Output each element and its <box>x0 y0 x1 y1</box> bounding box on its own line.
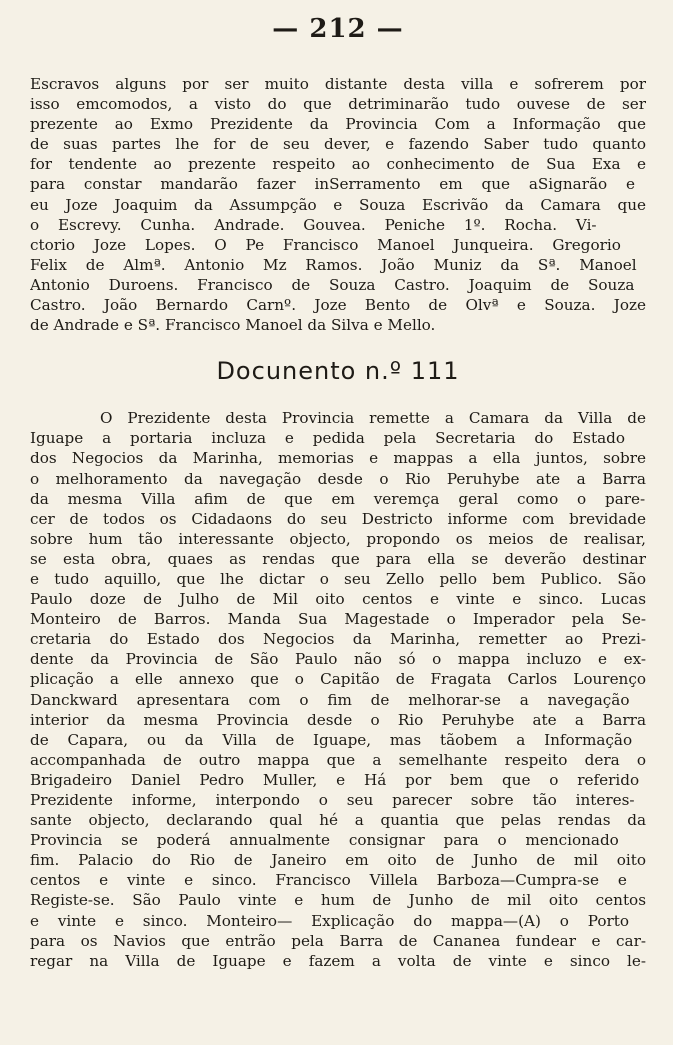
text-line: Danckward apresentara com o fim de melhorar-se a navegação <box>30 690 630 709</box>
text-line: Felix de Almª. Antonio Mz Ramos. João Muniz da Sª. Manoel <box>30 255 637 274</box>
text-line: para os Navios que entrão pela Barra de Cananea fundear e car- <box>30 931 646 950</box>
text-line: Antonio Duroens. Francisco de Souza Castro. Joaquim de Souza <box>30 275 635 294</box>
text-line: centos e vinte e sinco. Francisco Villela Barboza—Cumpra-se e <box>30 871 627 890</box>
text-line: Monteiro de Barros. Manda Sua Magestade o Imperador pela Se- <box>30 610 646 629</box>
text-line: o melhoramento da navegação desde o Rio Peruhybe ate a Barra <box>30 469 646 488</box>
text-line: dente da Provincia de São Paulo não só o mappa incluzo e ex- <box>30 650 646 669</box>
text-line: Paulo doze de Julho de Mil oito centos e vinte e sinco. Lucas <box>30 590 646 609</box>
text-line: Brigadeiro Daniel Pedro Muller, e Há por bem que o referido <box>30 770 640 789</box>
text-line: Iguape a portaria incluza e pedida pela Secretaria do Estado <box>30 429 625 448</box>
text-line: fim. Palacio do Rio de Janeiro em oito de Junho de mil oito <box>30 851 646 870</box>
text-line: Provincia se poderá annualmente consignar para o mencionado <box>30 831 619 850</box>
document-body <box>30 408 646 971</box>
text-line: e vinte e sinco. Monteiro— Explicação do mappa—(A) o Porto <box>30 911 629 930</box>
text-line: isso emcomodos, a visto do que detriminarão tudo ouvese de ser <box>30 95 646 114</box>
text-line: prezente ao Exmo Prezidente da Provincia Com a Informação que <box>30 115 646 134</box>
text-line: Registe-se. São Paulo vinte e hum de Junho de mil oito centos <box>30 891 646 910</box>
text-line: for tendente ao prezente respeito ao conhecimento de Sua Exa e <box>30 155 646 174</box>
text-line: de Andrade e Sª. Francisco Manoel da Silva e Mello. <box>30 316 436 335</box>
text-line: Escravos alguns por ser muito distante desta villa e sofrerem por <box>30 75 646 93</box>
text-line: se esta obra, quaes as rendas que para ella se deverão destinar <box>30 549 646 568</box>
text-line: Castro. João Bernardo Carnº. Joze Bento de Olvª e Souza. Joze <box>30 296 646 315</box>
text-line: da mesma Villa afim de que em veremça geral como o pare- <box>30 489 646 508</box>
text-line: cretaria do Estado dos Negocios da Marinha, remetter ao Prezi- <box>30 630 646 649</box>
text-line: O Prezidente desta Provincia remette a Camara da Villa de <box>100 409 646 428</box>
text-line: cer de todos os Cidadaons do seu Destricto informe com brevidade <box>30 509 646 528</box>
text-line: sante objecto, declarando qual hé a quantia que pelas rendas da <box>30 811 646 830</box>
text-line: o Escrevy. Cunha. Andrade. Gouvea. Peniche 1º. Rocha. Vi- <box>30 215 597 234</box>
text-line: Prezidente informe, interpondo o seu parecer sobre tão interes- <box>30 791 635 809</box>
text-line: eu Joze Joaquim da Assumpção e Souza Escrivão da Camara que <box>30 195 646 214</box>
intro-paragraph <box>30 74 646 335</box>
text-line: e tudo aquillo, que lhe dictar o seu Zello pello bem Publico. São <box>30 569 646 588</box>
document-heading: Docunento n.º 111 <box>216 357 460 386</box>
text-line: para constar mandarão fazer inSerramento em que aSignarão e <box>30 175 635 194</box>
text-line: regar na Villa de Iguape e fazem a volta de vinte e sinco le- <box>30 951 646 970</box>
text-line: de suas partes lhe for de seu dever, e fazendo Saber tudo quanto <box>30 135 646 154</box>
text-line: sobre hum tão interessante objecto, propondo os meios de realisar, <box>30 529 646 548</box>
text-line: de Capara, ou da Villa de Iguape, mas tãobem a Informação <box>30 730 633 749</box>
text-line: accompanhada de outro mappa que a semelhante respeito dera o <box>30 750 646 769</box>
text-line: ctorio Joze Lopes. O Pe Francisco Manoel Junqueira. Gregorio <box>30 235 621 254</box>
text-line: plicação a elle annexo que o Capitão de Fragata Carlos Lourenço <box>30 670 646 689</box>
page-number: — 212 — <box>272 14 404 44</box>
text-line: interior da mesma Provincia desde o Rio Peruhybe ate a Barra <box>30 710 646 729</box>
text-line: dos Negocios da Marinha, memorias e mappas a ella juntos, sobre <box>30 449 646 468</box>
